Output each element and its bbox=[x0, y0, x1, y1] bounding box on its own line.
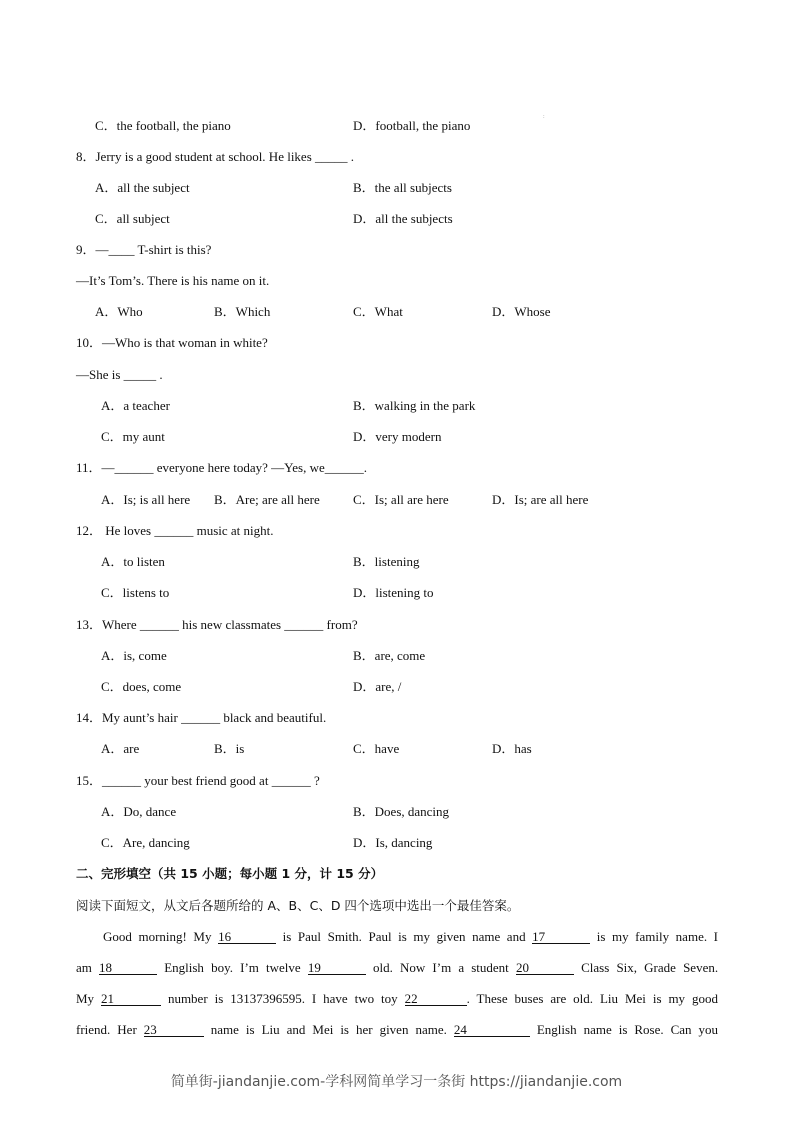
passage-text: am bbox=[76, 960, 92, 975]
option-c[interactable]: C．What bbox=[353, 304, 403, 319]
passage-text: is my family name. I bbox=[596, 929, 718, 944]
question-9-stem: 9．—____ T-shirt is this? bbox=[76, 242, 212, 257]
option-a[interactable]: A．are bbox=[101, 741, 140, 756]
option-c[interactable]: C．does, come bbox=[101, 679, 182, 694]
passage-text: English name is Rose. Can you bbox=[536, 1022, 719, 1037]
option-a[interactable]: A．all the subject bbox=[95, 180, 190, 195]
option-d[interactable]: D．Whose bbox=[492, 304, 551, 319]
blank-23[interactable]: 23 bbox=[144, 1023, 204, 1037]
blank-16[interactable]: 16 bbox=[218, 930, 276, 944]
option-d[interactable]: D．all the subjects bbox=[353, 211, 453, 226]
option-d[interactable]: D．listening to bbox=[353, 585, 434, 600]
blank-24[interactable]: 24 bbox=[454, 1023, 530, 1037]
option-d[interactable]: D．has bbox=[492, 741, 532, 756]
passage-line-2 bbox=[76, 960, 718, 976]
option-b[interactable]: B．the all subjects bbox=[353, 180, 452, 195]
option-c[interactable]: C．the football, the piano bbox=[95, 118, 231, 133]
option-d[interactable]: D．Is; are all here bbox=[492, 492, 589, 507]
question-15-stem: 15．______ your best friend good at ______ ? bbox=[76, 773, 320, 788]
passage-text: number is 13137396595. I have two toy bbox=[167, 991, 398, 1006]
option-c[interactable]: C．my aunt bbox=[101, 429, 165, 444]
option-d[interactable]: D．very modern bbox=[353, 429, 442, 444]
question-11-stem: 11．—______ everyone here today? —Yes, we______. bbox=[76, 460, 368, 475]
passage-line-1 bbox=[76, 929, 718, 945]
option-c[interactable]: C．all subject bbox=[95, 211, 170, 226]
option-a[interactable]: A．Is; is all here bbox=[101, 492, 191, 507]
passage-text: Good morning! My bbox=[103, 929, 212, 944]
passage-text: old. Now I’m a student bbox=[373, 960, 509, 975]
option-c[interactable]: C．listens to bbox=[101, 585, 170, 600]
passage-text: name is Liu and Mei is her given name. bbox=[210, 1022, 447, 1037]
option-b[interactable]: B．are, come bbox=[353, 648, 426, 663]
section-heading: 二、完形填空（共 15 小题；每小题 1 分，计 15 分） bbox=[76, 866, 384, 881]
option-c[interactable]: C．Is; all are here bbox=[353, 492, 449, 507]
option-a[interactable]: A．to listen bbox=[101, 554, 165, 569]
blank-22[interactable]: 22 bbox=[405, 992, 467, 1006]
blank-17[interactable]: 17 bbox=[532, 930, 590, 944]
option-d[interactable]: D．Is, dancing bbox=[353, 835, 433, 850]
question-10-answer-line: —She is _____ . bbox=[76, 367, 163, 382]
option-b[interactable]: B．Are; are all here bbox=[214, 492, 320, 507]
passage-line-3 bbox=[76, 991, 718, 1007]
option-c[interactable]: C．have bbox=[353, 741, 400, 756]
option-b[interactable]: B．Which bbox=[214, 304, 271, 319]
passage-text: Class Six, Grade Seven. bbox=[581, 960, 719, 975]
question-8-stem: 8．Jerry is a good student at school. He likes _____ . bbox=[76, 149, 355, 164]
page-footer-watermark: 简单街-jiandanjie.com-学科网简单学习一条街 https://jiandanjie.com bbox=[170, 1074, 623, 1090]
blank-20[interactable]: 20 bbox=[516, 961, 574, 975]
question-10-stem: 10．—Who is that woman in white? bbox=[76, 335, 268, 350]
scan-dot: : bbox=[543, 114, 545, 120]
option-d[interactable]: D．are, / bbox=[353, 679, 402, 694]
option-b[interactable]: B．listening bbox=[353, 554, 420, 569]
passage-line-4 bbox=[76, 1022, 718, 1038]
question-9-answer-line: —It’s Tom’s. There is his name on it. bbox=[76, 273, 270, 288]
option-b[interactable]: B．Does, dancing bbox=[353, 804, 450, 819]
option-a[interactable]: A．Do, dance bbox=[101, 804, 177, 819]
option-c[interactable]: C．Are, dancing bbox=[101, 835, 190, 850]
option-b[interactable]: B．walking in the park bbox=[353, 398, 476, 413]
question-12-stem: 12． He loves ______ music at night. bbox=[76, 523, 274, 538]
section-instruction: 阅读下面短文，从文后各题所给的 A、B、C、D 四个选项中选出一个最佳答案。 bbox=[76, 898, 520, 913]
option-a[interactable]: A．Who bbox=[95, 304, 143, 319]
option-a[interactable]: A．is, come bbox=[101, 648, 167, 663]
option-d[interactable]: D．football, the piano bbox=[353, 118, 471, 133]
option-a[interactable]: A．a teacher bbox=[101, 398, 170, 413]
question-13-stem: 13．Where ______ his new classmates ______ from? bbox=[76, 617, 358, 632]
passage-text: English boy. I’m twelve bbox=[164, 960, 301, 975]
blank-18[interactable]: 18 bbox=[99, 961, 157, 975]
passage-text: is Paul Smith. Paul is my given name and bbox=[282, 929, 526, 944]
passage-text: friend. Her bbox=[76, 1022, 137, 1037]
blank-21[interactable]: 21 bbox=[101, 992, 161, 1006]
passage-text: My bbox=[76, 991, 95, 1006]
blank-19[interactable]: 19 bbox=[308, 961, 366, 975]
question-14-stem: 14．My aunt’s hair ______ black and beautiful. bbox=[76, 710, 327, 725]
option-b[interactable]: B．is bbox=[214, 741, 245, 756]
passage-text: . These buses are old. Liu Mei is my good bbox=[466, 991, 718, 1006]
